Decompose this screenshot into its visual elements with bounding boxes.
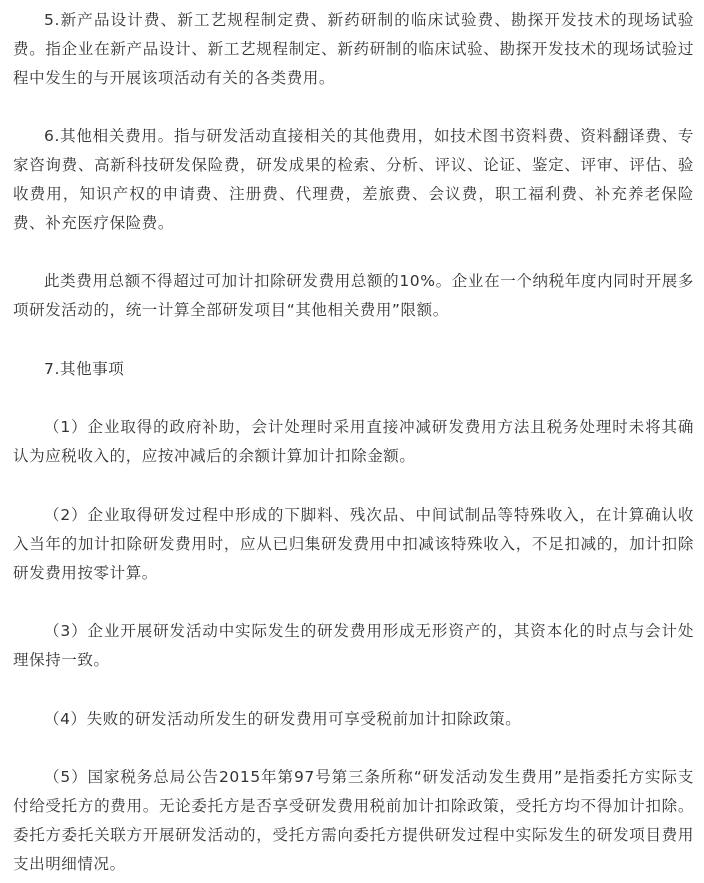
paragraph-item-5-entrusted-rd: （5）国家税务总局公告2015年第97号第三条所称“研发活动发生费用”是指委托方实际支付给受托方的费用。无论委托方是否享受研发费用税前加计扣除政策，受托方均不得加计扣除。委托方委托关联方开展研发活动的，受托方需向委托方提供研发过程中实际发生的研发项目费用支出明细情况。 (13, 768, 694, 873)
paragraph-item-3-intangible-assets: （3）企业开展研发活动中实际发生的研发费用形成无形资产的，其资本化的时点与会计处理保持一致。 (13, 622, 694, 669)
paragraph-item-1-government-subsidy: （1）企业取得的政府补助，会计处理时采用直接冲减研发费用方法且税务处理时未将其确认为应税收入的，应按冲减后的余额计算加计扣除金额。 (13, 418, 694, 465)
paragraph-fee-limit: 此类费用总额不得超过可加计扣除研发费用总额的10%。企业在一个纳税年度内同时开展多项研发活动的，统一计算全部研发项目“其他相关费用”限额。 (13, 272, 694, 319)
paragraph-other-related-fees: 6.其他相关费用。指与研发活动直接相关的其他费用，如技术图书资料费、资料翻译费、专家咨询费、高新科技研发保险费，研发成果的检索、分析、评议、论证、鉴定、评审、评估、验收费用，知识产权的申请费、注册费、代理费，差旅费、会议费，职工福利费、补充养老保险费、补充医疗保险费。 (13, 127, 694, 232)
paragraph-item-4-failed-rd: （4）失败的研发活动所发生的研发费用可享受税前加计扣除政策。 (44, 710, 522, 728)
paragraph-item-2-special-income: （2）企业取得研发过程中形成的下脚料、残次品、中间试制品等特殊收入，在计算确认收入当年的加计扣除研发费用时，应从已归集研发费用中扣减该特殊收入，不足扣减的，加计扣除研发费用按零计算。 (13, 506, 694, 582)
paragraph-new-product-design-fees: 5.新产品设计费、新工艺规程制定费、新药研制的临床试验费、勘探开发技术的现场试验费。指企业在新产品设计、新工艺规程制定、新药研制的临床试验、勘探开发技术的现场试验过程中发生的与开展该项活动有关的各类费用。 (13, 11, 694, 87)
section-heading-other-matters: 7.其他事项 (44, 360, 125, 378)
